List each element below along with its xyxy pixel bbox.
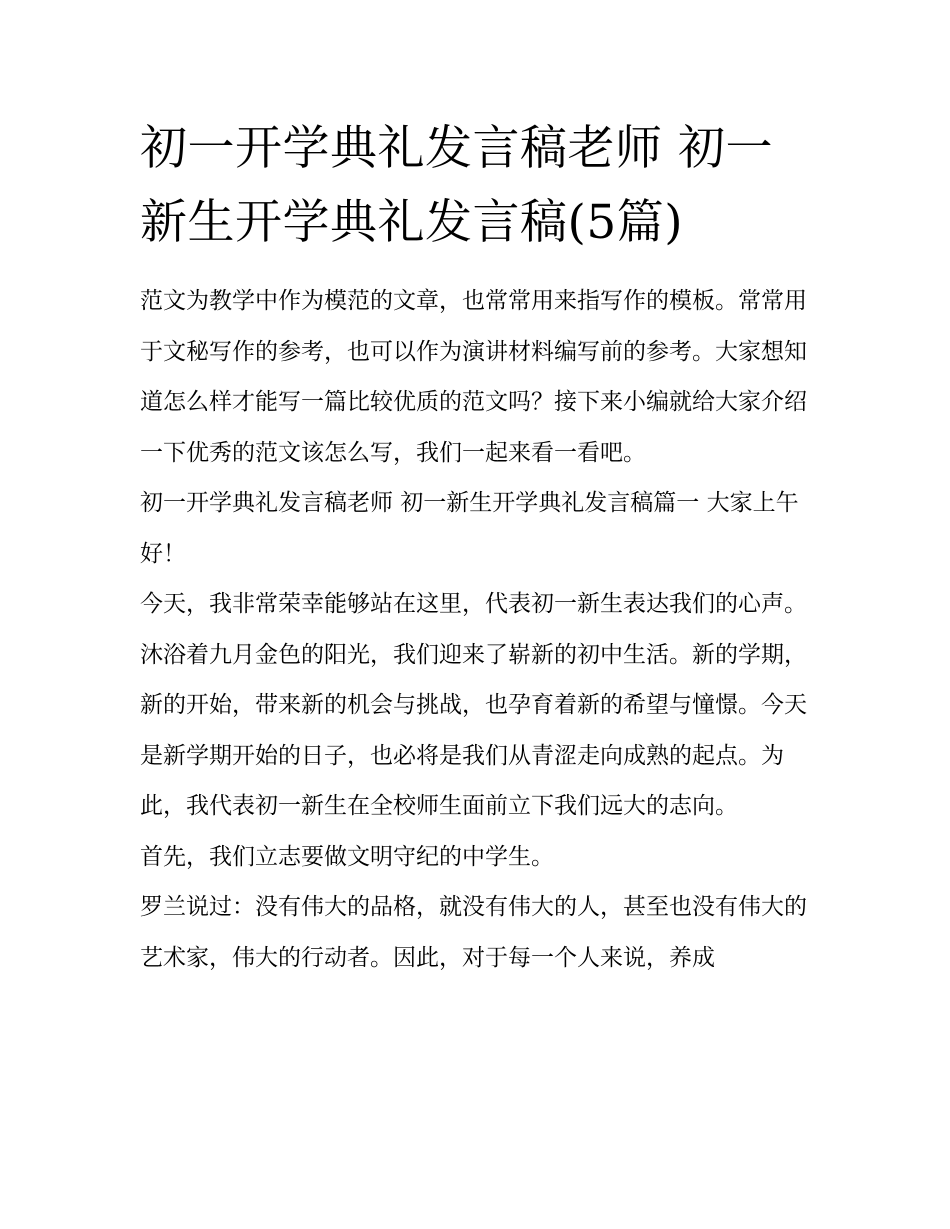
document-title: 初一开学典礼发言稿老师 初一新生开学典礼发言稿(5篇) xyxy=(140,121,773,250)
paragraph-speech-opening: 今天，我非常荣幸能够站在这里，代表初一新生表达我们的心声。沐浴着九月金色的阳光，我们迎来了崭新的初中生活。新的学期，新的开始，带来新的机会与挑战，也孕育着新的希望与憧憬。今天是新学期开始的日子，也必将是我们从青涩走向成熟的起点。为此，我代表初一新生在全校师生面前立下我们远大的志向。 xyxy=(140,591,807,819)
document-body xyxy=(140,276,820,983)
paragraph-section-heading: 初一开学典礼发言稿老师 初一新生开学典礼发言稿篇一 大家上午好！ xyxy=(140,490,799,567)
paragraph-intro: 范文为教学中作为模范的文章，也常常用来指写作的模板。常常用于文秘写作的参考，也可以作为演讲材料编写前的参考。大家想知道怎么样才能写一篇比较优质的范文吗？接下来小编就给大家介绍一下优秀的范文该怎么写，我们一起来看一看吧。 xyxy=(140,288,807,466)
paragraph-first-point: 首先，我们立志要做文明守纪的中学生。 xyxy=(140,843,554,870)
paragraph-quote: 罗兰说过：没有伟大的品格，就没有伟大的人，甚至也没有伟大的艺术家，伟大的行动者。因此，对于每一个人来说，养成 xyxy=(140,894,807,971)
